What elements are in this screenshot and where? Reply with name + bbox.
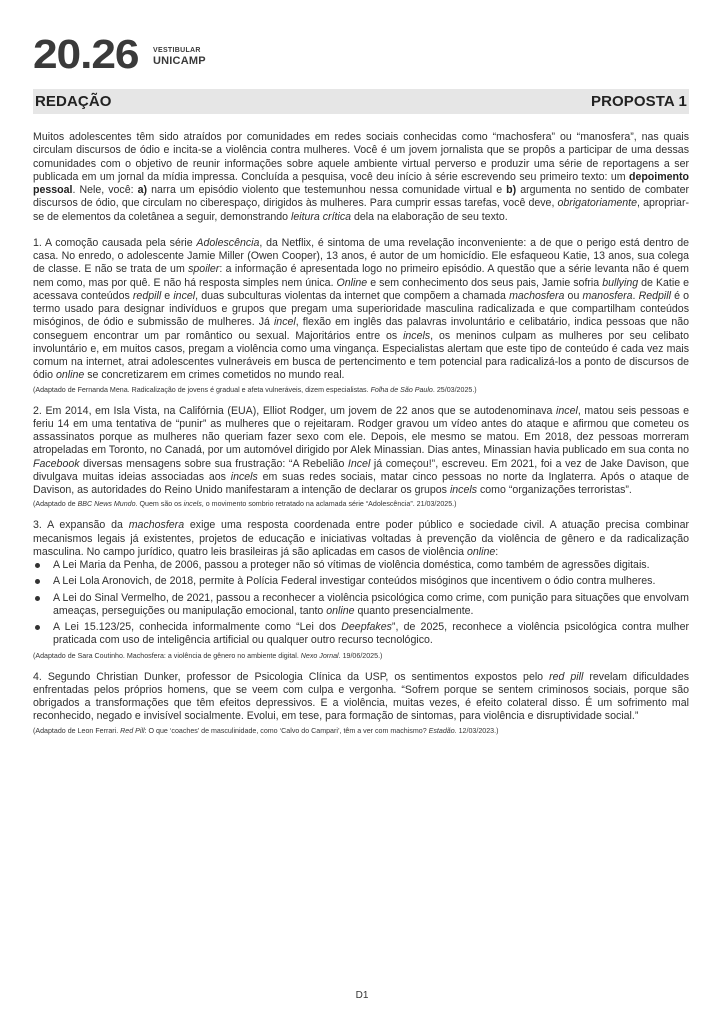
section-header bbox=[33, 89, 689, 114]
list-item: A Lei do Sinal Vermelho, de 2021, passou a reconhecer a violência psicológica como crime, com punição para situações que envolvam ameaças, perseguições ou manipulação emocional, tanto online quanto presencialmente. bbox=[33, 592, 689, 619]
list-item: A Lei Maria da Penha, de 2006, passou a proteger não só vítimas de violência doméstica, como também de agressões digitais. bbox=[33, 559, 689, 572]
logo-unicamp: UNICAMP bbox=[153, 55, 206, 67]
text-1: 1. A comoção causada pela série Adolescência, da Netflix, é sintoma de uma revelação inconveniente: a de que o perigo está dentro de casa. No enredo, o adolescente Jamie Miller (Owen Cooper), 13 anos, é autor de um homicídio. Ele esfaqueou Katie, 13 anos, sua colega de classe. E não se trata de um spoiler: a informação é apresentada logo no primeiro episódio. A questão que a série levanta não é quem nem como, mas por quê. E não há resposta simples nem única. Online e sem conhecimento dos seus pais, Jamie sofria bullying de Katie e acessava conteúdos redpill e incel, duas subculturas violentas da internet que compõem a chamada machosfera ou manosfera. Redpill é o termo usado para designar indivíduos e grupos que pregam uma superioridade masculina radicalizada e que compartilham conteúdos misóginos, de ódio e submissão de mulheres. Já incel, flexão em inglês das palavras involuntário e celibatário, indica pessoas que não conseguem encontrar um par romântico ou sexual. Majoritários entre os incels, os meninos culpam as mulheres por seu celibato involuntário e, em muitos casos, pregam a violência como uma vingança. Especialistas alertam que este tipo de conteúdo é cada vez mais comum na internet, atrai adolescentes vulneráveis em busca de pertencimento e tem potencial para radicalizá-los a ponto de discursos de ódio online se concretizarem em crimes cometidos no mundo real. bbox=[33, 236, 690, 382]
list-item: A Lei Lola Aronovich, de 2018, permite à Polícia Federal investigar conteúdos misóginos que incentivem o ódio contra mulheres. bbox=[33, 575, 689, 588]
source-3: (Adaptado de Sara Coutinho. Machosfera: a violência de gênero no ambiente digital. Nexo Jornal. 19/06/2025.) bbox=[33, 651, 383, 660]
laws-list bbox=[33, 559, 689, 648]
document-body bbox=[33, 131, 689, 746]
proposal-number: PROPOSTA 1 bbox=[590, 93, 687, 110]
text-2: 2. Em 2014, em Isla Vista, na Califórnia (EUA), Elliot Rodger, um jovem de 22 anos que se autodenominava incel, matou seis pessoas e feriu 14 em uma tentativa de “punir” as mulheres que o rejeitaram. Rodger gravou um vídeo antes do ataque e afirmou que cometeu os assassinatos porque as mulheres não queriam fazer sexo com ele. Depois, ele mesmo se matou. Em 2018, dez pessoas morreram atropeladas em Toronto, no Canadá, por um automóvel dirigido por Alek Minassian. Dias antes, Minassian havia publicado em sua conta no Facebook diversas mensagens sobre sua frustração: “A Rebelião Incel já começou!”, escreveu. Em 2021, foi a vez de Jake Davison, que divulgava muitas ideias associadas aos incels em suas redes sociais, matar cinco pessoas no norte da Inglaterra. Após o ataque de Davison, as autoridades do Reino Unido manifestaram a intenção de declarar os grupos incels como “organizações terroristas”. bbox=[33, 404, 690, 496]
source-4: (Adaptado de Leon Ferrari. Red Pill: O que ‘coaches’ de masculinidade, como ‘Calvo do Campari’, têm a ver com machismo? Estadão. 12/03/2023.) bbox=[33, 726, 499, 735]
intro-paragraph: Muitos adolescentes têm sido atraídos por comunidades em redes sociais conhecidas como “machosfera” ou “manosfera”, nas quais circulam discursos de ódio e incita-se a violência contra mulheres. Você é um jovem jornalista que se propôs a participar de uma dessas comunidades com o objetivo de reunir informações sobre aquele ambiente virtual perverso e produzir uma série de reportagens a ser publicada em um jornal da mídia impressa. Concluída a pesquisa, você deu início à série escrevendo seu primeiro texto: um depoimento pessoal. Nele, você: a) narra um episódio violento que testemunhou nessa comunidade virtual e b) argumenta no sentido de combater discursos de ódio, que circulam no ciberespaço, dirigidos às mulheres. Para cumprir essas tarefas, você deve, obrigatoriamente, apropriar-se de elementos da coletânea a seguir, demonstrando leitura crítica dela na elaboração de seu texto. bbox=[33, 131, 690, 223]
logo-vestibular: VESTIBULAR bbox=[153, 47, 201, 54]
source-2: (Adaptado de BBC News Mundo. Quem são os incels, o movimento sombrio retratado na aclamada série “Adolescência”. 21/03/2025.) bbox=[33, 500, 457, 509]
section-title: REDAÇÃO bbox=[35, 93, 112, 110]
logo-number: 20.26 bbox=[33, 31, 139, 77]
page-number: D1 bbox=[355, 990, 369, 1001]
text-4: 4. Segundo Christian Dunker, professor de Psicologia Clínica da USP, os sentimentos expostos pelo red pill revelam dificuldades enfrentadas pelos próprios homens, que se veem com culpa e vergonha. “Sofrem porque se sentem criminosos sociais, porque são obrigados a transformações que têm efeitos depressivos. E a violência, muitas vezes, é efeito colateral disso. É um sofrimento mal reconhecido, negado e invisível socialmente. Evolui, em tese, para formação de sintomas, para violência e disruptividade social.” bbox=[33, 670, 690, 723]
source-1: (Adaptado de Fernanda Mena. Radicalização de jovens é gradual e afeta vulneráveis, dizem especialistas. Folha de São Paulo. 25/03/2025.) bbox=[33, 385, 477, 394]
list-item: A Lei 15.123/25, conhecida informalmente como “Lei dos Deepfakes”, de 2025, reconhece a violência psicológica contra mulher praticada com uso de inteligência artificial ou qualquer outro recurso tecnológico. bbox=[33, 621, 689, 648]
text-3: 3. A expansão da machosfera exige uma resposta coordenada entre poder público e sociedade civil. A atuação precisa combinar mecanismos legais já existentes, projetos de educação e iniciativas voltadas à prevenção da violência de gênero e da radicalização masculina. No campo jurídico, quatro leis brasileiras já são aplicadas em casos de violência online: bbox=[33, 519, 689, 558]
